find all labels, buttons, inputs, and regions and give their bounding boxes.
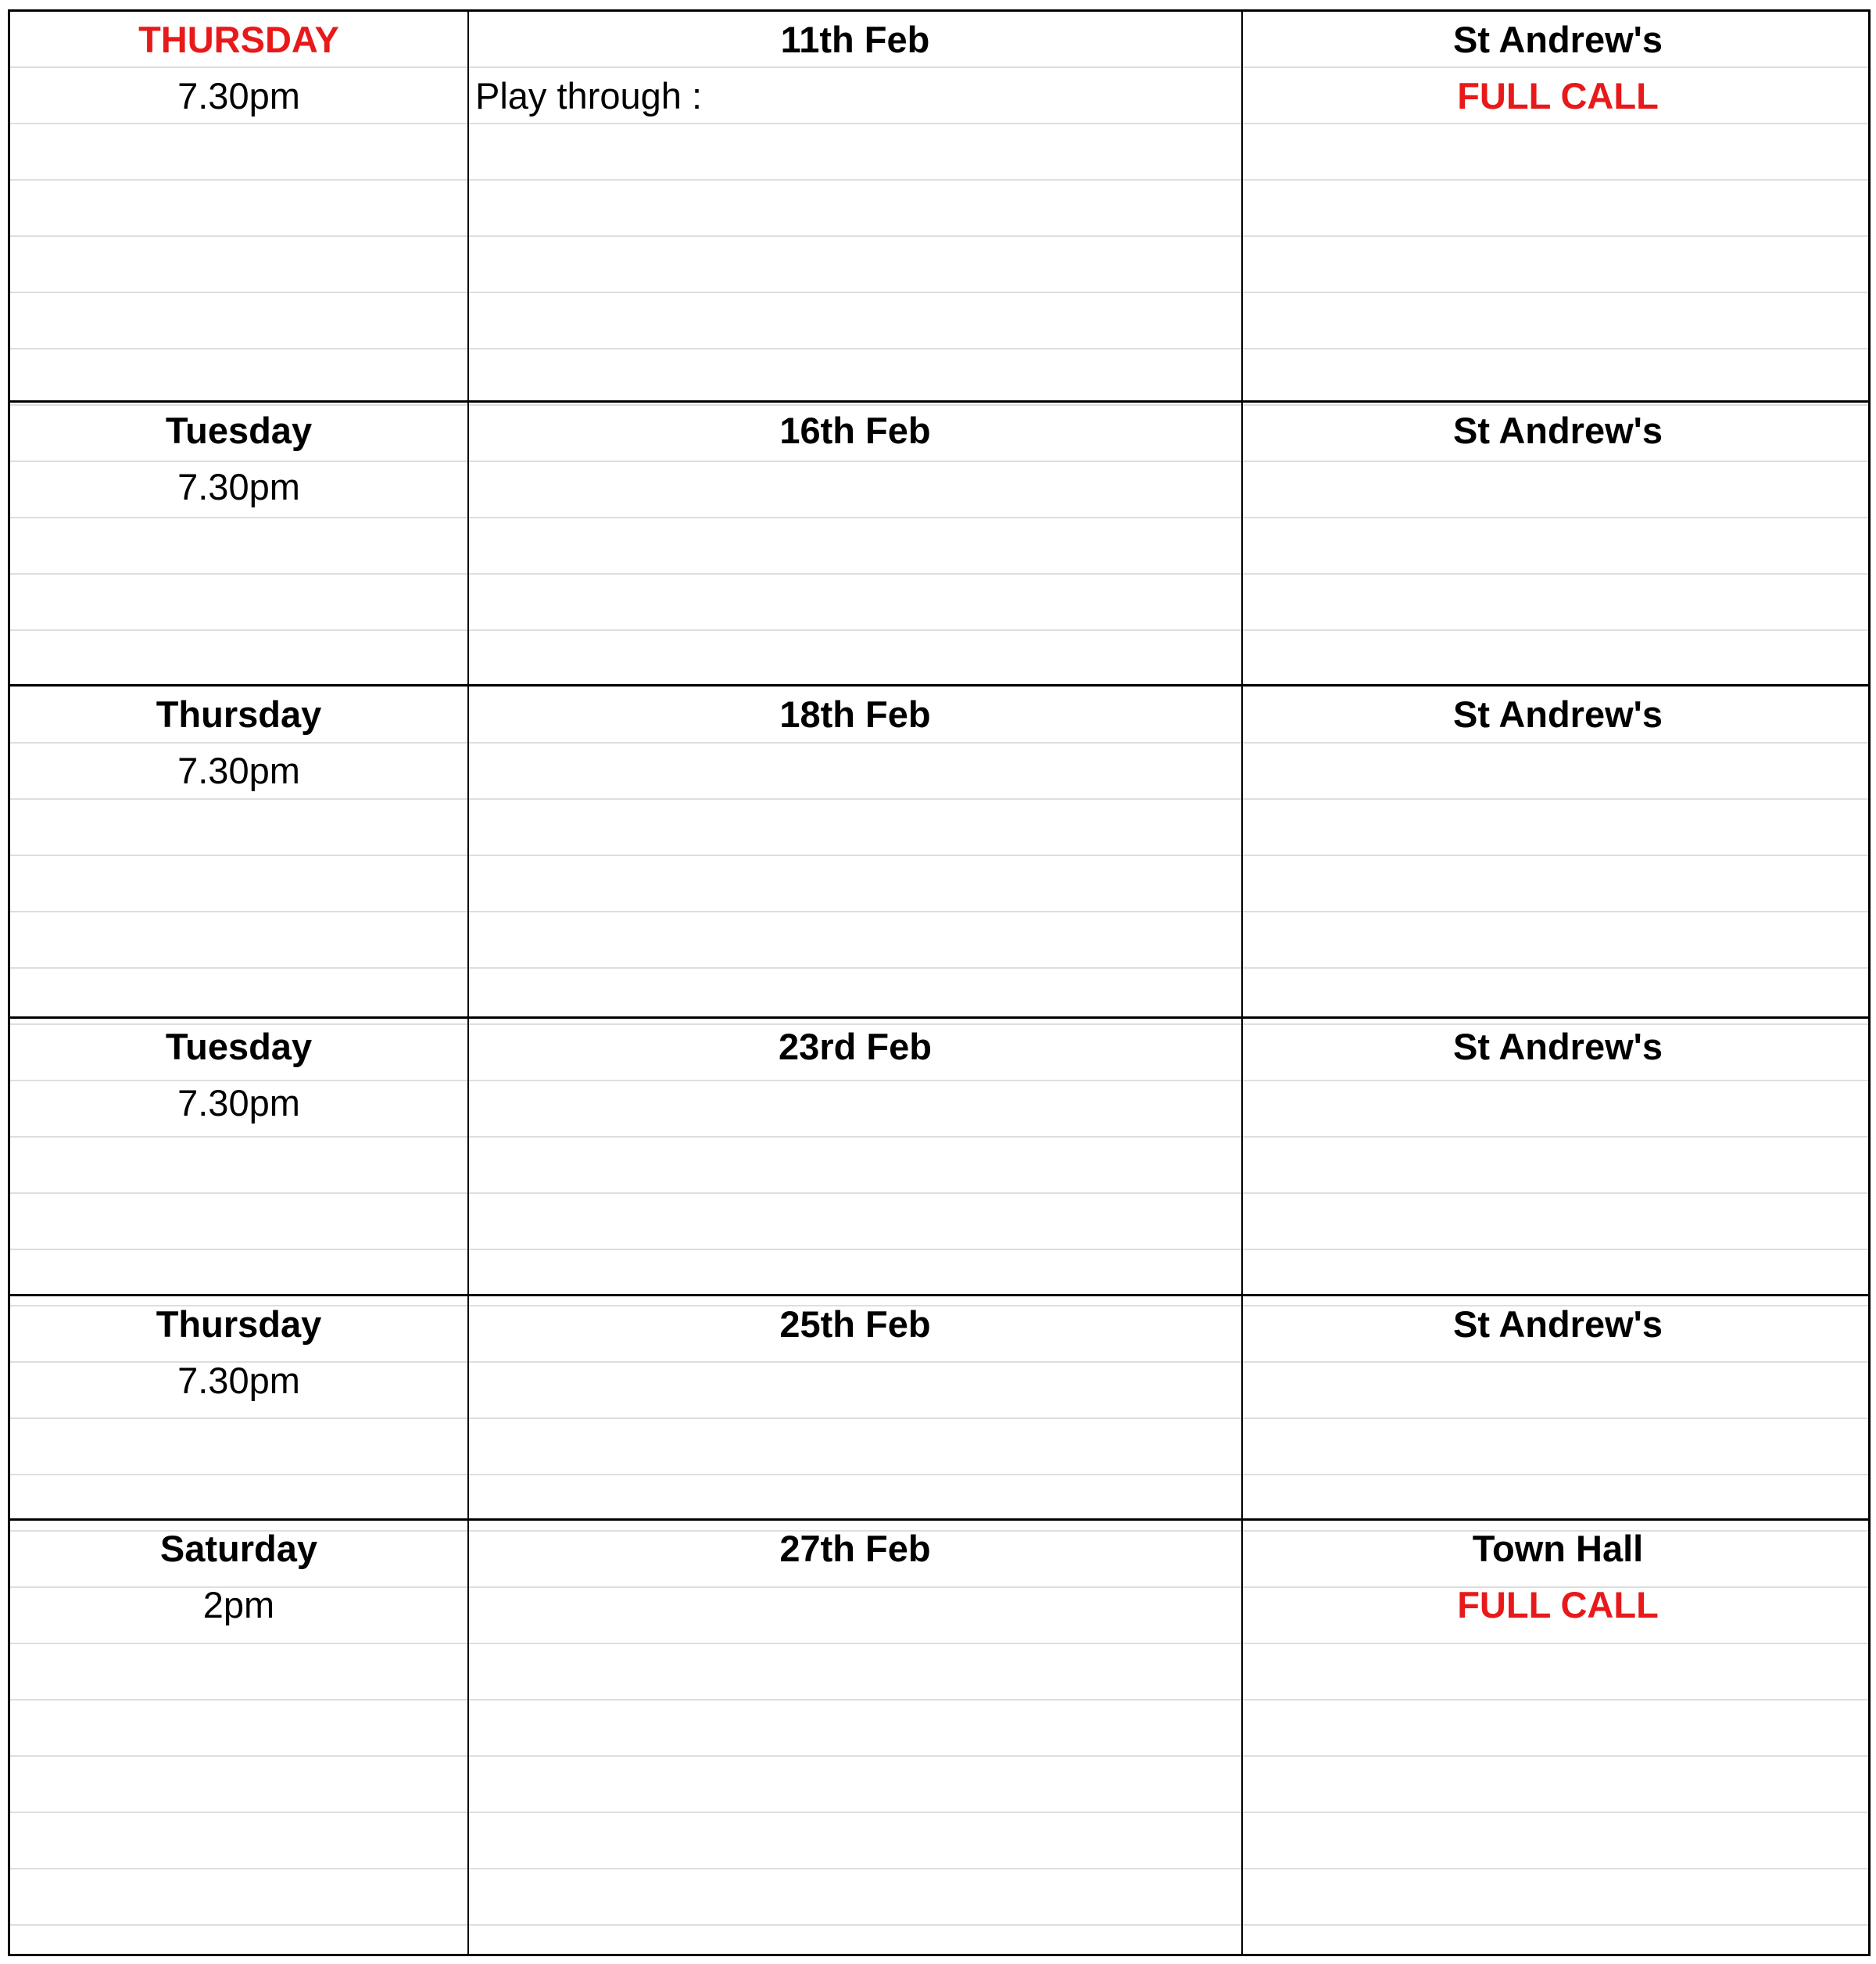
venue-cell[interactable] <box>1241 1296 1873 1518</box>
venue-cell[interactable] <box>1241 686 1873 1016</box>
day-label: Thursday <box>156 693 322 735</box>
venue-cell[interactable] <box>1241 1521 1873 1954</box>
date-label: 16th Feb <box>779 410 931 451</box>
venue-cell[interactable] <box>1241 12 1873 400</box>
rehearsal-schedule-table <box>8 9 1871 1956</box>
schedule-row <box>10 12 1868 400</box>
date-cell[interactable] <box>467 12 1241 400</box>
venue-cell[interactable] <box>1241 403 1873 684</box>
time-label: 7.30pm <box>177 750 300 791</box>
date-label: 11th Feb <box>780 19 930 60</box>
venue-label: St Andrew's <box>1453 1303 1663 1345</box>
day-label: Saturday <box>159 1528 318 1569</box>
day-label: Tuesday <box>165 1026 313 1067</box>
day-time-cell[interactable] <box>10 686 467 1016</box>
full-call-label: FULL CALL <box>1457 75 1659 116</box>
day-time-cell[interactable] <box>10 1019 467 1294</box>
schedule-row <box>10 1518 1868 1954</box>
day-label: Thursday <box>156 1303 322 1345</box>
date-label: 25th Feb <box>779 1303 931 1345</box>
schedule-row <box>10 1016 1868 1294</box>
venue-label: St Andrew's <box>1453 1026 1663 1067</box>
day-time-cell[interactable] <box>10 1296 467 1518</box>
venue-cell[interactable] <box>1241 1019 1873 1294</box>
time-label: 7.30pm <box>177 1360 300 1401</box>
date-cell[interactable] <box>467 686 1241 1016</box>
venue-label: St Andrew's <box>1453 693 1663 735</box>
rehearsal-note: Play through : <box>475 75 703 116</box>
schedule-row <box>10 1294 1868 1518</box>
date-label: 18th Feb <box>779 693 931 735</box>
full-call-label: FULL CALL <box>1457 1584 1659 1625</box>
date-cell[interactable] <box>467 1019 1241 1294</box>
date-cell[interactable] <box>467 1296 1241 1518</box>
venue-label: Town Hall <box>1472 1528 1644 1569</box>
day-time-cell[interactable] <box>10 1521 467 1954</box>
venue-label: St Andrew's <box>1453 410 1663 451</box>
time-label: 2pm <box>202 1584 275 1625</box>
date-cell[interactable] <box>467 1521 1241 1954</box>
venue-label: St Andrew's <box>1453 19 1663 60</box>
date-label: 23rd Feb <box>779 1026 932 1067</box>
day-label: THURSDAY <box>138 19 339 60</box>
day-label: Tuesday <box>165 410 313 451</box>
schedule-row <box>10 400 1868 684</box>
date-label: 27th Feb <box>779 1528 931 1569</box>
time-label: 7.30pm <box>177 1082 300 1124</box>
schedule-row <box>10 684 1868 1016</box>
time-label: 7.30pm <box>177 466 300 507</box>
date-cell[interactable] <box>467 403 1241 684</box>
day-time-cell[interactable] <box>10 12 467 400</box>
day-time-cell[interactable] <box>10 403 467 684</box>
time-label: 7.30pm <box>177 75 300 116</box>
